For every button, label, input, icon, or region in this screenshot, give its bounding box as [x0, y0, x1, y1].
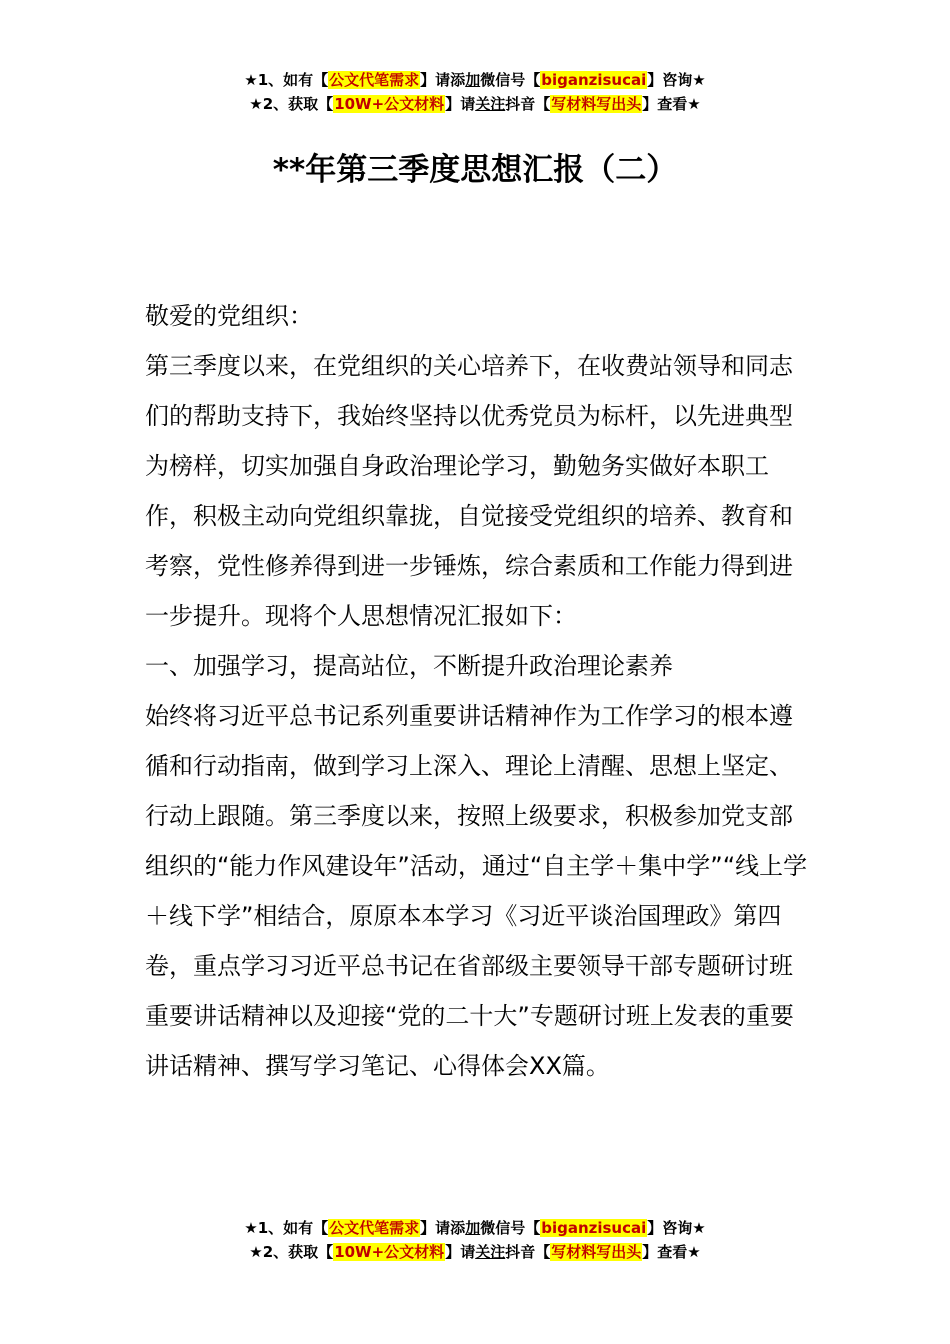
paragraph-study: 始终将习近平总书记系列重要讲话精神作为工作学习的根本遵循和行动指南，做到学习上深入、理论上清醒、思想上坚定、行动上跟随。第三季度以来，按照上级要求，积极参加党支部组织的“能力作风建设年”活动，通过“自主学＋集中学”“线上学＋线下学”相结合，原原本本学习《习近平谈治国理政》第四卷，重点学习习近平总书记在省部级主要领导干部专题研讨班重要讲话精神以及迎接“党的二十大”专题研讨班上发表的重要讲话精神、撰写学习笔记、心得体会XX篇。: [145, 702, 808, 1080]
banner-line-1: [0, 1216, 950, 1240]
salutation: 敬爱的党组织：: [145, 302, 313, 330]
banner-highlight: biganzisucai: [541, 71, 647, 89]
banner-highlight: 10W+公文材料: [334, 1243, 445, 1261]
banner-text: 抖音【: [505, 1243, 551, 1261]
document-title: **年第三季度思想汇报（二）: [272, 152, 678, 188]
banner-text: 微信号【: [480, 71, 541, 89]
banner-text: 】查看★: [642, 1243, 701, 1261]
banner-underline: 关注: [475, 95, 506, 113]
banner-text: 抖音【: [505, 95, 551, 113]
banner-text: 】咨询★: [647, 1219, 706, 1237]
top-banner: [0, 68, 950, 116]
section-heading: 一、加强学习，提高站位，不断提升政治理论素养: [145, 652, 673, 680]
banner-underline: 加: [465, 1219, 481, 1237]
banner-text: ★2、获取【: [249, 95, 334, 113]
banner-underline: 加: [465, 71, 481, 89]
banner-line-1: [0, 68, 950, 92]
paragraph-intro: 第三季度以来，在党组织的关心培养下，在收费站领导和同志们的帮助支持下，我始终坚持以优秀党员为标杆，以先进典型为榜样，切实加强自身政治理论学习，勤勉务实做好本职工作，积极主动向党组织靠拢，自觉接受党组织的培养、教育和考察，党性修养得到进一步锤炼，综合素质和工作能力得到进一步提升。现将个人思想情况汇报如下：: [145, 352, 793, 630]
banner-text: ★1、如有【: [244, 1219, 329, 1237]
banner-underline: 关注: [475, 1243, 506, 1261]
banner-text: 】查看★: [642, 95, 701, 113]
banner-highlight: 公文代笔需求: [329, 1219, 420, 1237]
banner-highlight: biganzisucai: [541, 1219, 647, 1237]
banner-text: 】请添: [420, 1219, 466, 1237]
document-body: [145, 291, 810, 1091]
banner-text: 】请: [445, 95, 476, 113]
bottom-banner: [0, 1216, 950, 1264]
banner-text: ★1、如有【: [244, 71, 329, 89]
banner-text: 】请: [445, 1243, 476, 1261]
banner-text: 微信号【: [480, 1219, 541, 1237]
banner-highlight: 写材料写出头: [551, 95, 642, 113]
banner-line-2: [0, 1240, 950, 1264]
banner-text: ★2、获取【: [249, 1243, 334, 1261]
banner-highlight: 公文代笔需求: [329, 71, 420, 89]
banner-text: 】咨询★: [647, 71, 706, 89]
banner-highlight: 10W+公文材料: [334, 95, 445, 113]
banner-text: 】请添: [420, 71, 466, 89]
banner-line-2: [0, 92, 950, 116]
banner-highlight: 写材料写出头: [551, 1243, 642, 1261]
